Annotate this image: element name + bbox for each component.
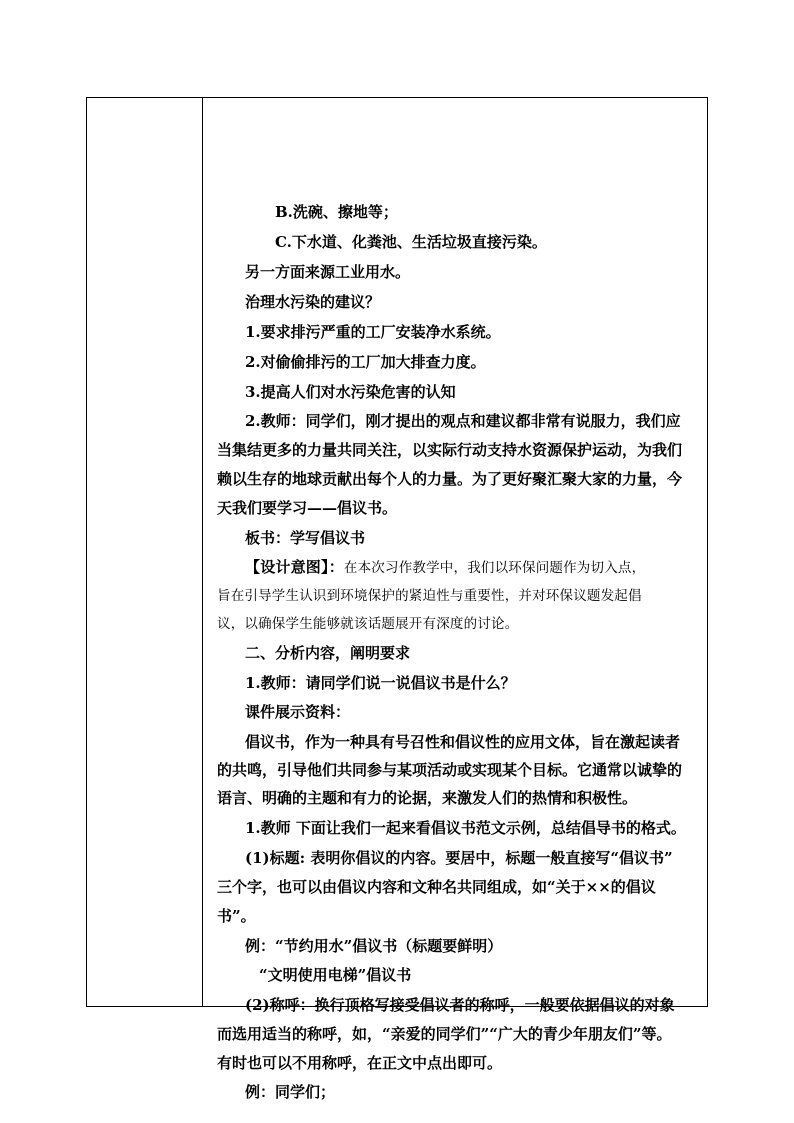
text-line: 1.教师：请同学们说一说倡议书是什么？ [245,674,516,692]
text-line: 2.教师：同学们，刚才提出的观点和建议都非常有说服力，我们应 [245,412,681,430]
text-line: 例：“节约用水”倡议书（标题要鲜明） [245,937,503,955]
text-line: 治理水污染的建议？ [245,293,381,311]
table-left-cell [87,98,203,1006]
text-line: C.下水道、化粪池、生活垃圾直接污染。 [275,233,547,251]
text-line: 倡议书，作为一种具有号召性和倡议性的应用文体，旨在激起读者 [245,733,681,751]
text-line: 板书：学写倡议书 [245,529,366,547]
text-line: 而选用适当的称呼，如，“亲爱的同学们”“广大的青少年朋友们”等。 [217,1025,672,1043]
text-line: 有时也可以不用称呼，在正文中点出即可。 [217,1054,503,1072]
design-intent-line: 议，以确保学生能够就该话题展开有深度的讨论。 [217,616,519,632]
text-line: 赖以生存的地球贡献出每个人的力量。为了更好聚汇聚大家的力量，今 [217,470,683,488]
text-line: 课件展示资料： [245,703,351,721]
text-line: 语言、明确的主题和有力的论据，来激发人们的热情和积极性。 [217,789,638,807]
text-line: 1.要求排污严重的工厂安装净水系统。 [245,323,501,341]
table-content-cell [203,98,707,1101]
text-line: (1)标题: 表明你倡议的内容。要居中，标题一般直接写“倡议书” [245,849,673,867]
text-line: (2)称呼：换行顶格写接受倡议者的称呼，一般要依据倡议的对象 [245,996,675,1014]
text-line: 三个字，也可以由倡议内容和文种名共同组成，如“关于××的倡议 [217,878,656,896]
text-line: 天我们要学习——倡议书。 [217,499,398,517]
design-intent-text: 在本次习作教学中，我们以环保问题作为切入点， [343,560,646,576]
text-line: 例：同学们； [245,1083,336,1101]
text-line: 当集结更多的力量共同关注，以实际行动支持水资源保护运动，为我们 [217,441,683,459]
text-line: 书”。 [217,907,256,925]
text-line: 1.教师 下面让我们一起来看倡议书范文示例，总结倡导书的格式。 [245,819,686,837]
text-line: 另一方面来源工业用水。 [245,263,411,281]
text-line: 2.对偷偷排污的工厂加大排查力度。 [245,353,486,371]
design-intent-tag: 【设计意图】： [245,558,344,576]
text-line: B.洗碗、擦地等； [275,203,398,221]
text-line: 二、分析内容，阐明要求 [245,644,411,662]
text-line: “文明使用电梯”倡议书 [259,966,412,984]
design-intent-line [245,557,645,578]
text-line: 3.提高人们对水污染危害的认知 [245,383,456,401]
text-line: 的共鸣，引导他们共同参与某项活动或实现某个目标。它通常以诚挚的 [217,761,683,779]
design-intent-line: 旨在引导学生认识到环境保护的紧迫性与重要性，并对环保议题发起倡 [217,588,642,604]
lesson-table [86,97,708,1101]
